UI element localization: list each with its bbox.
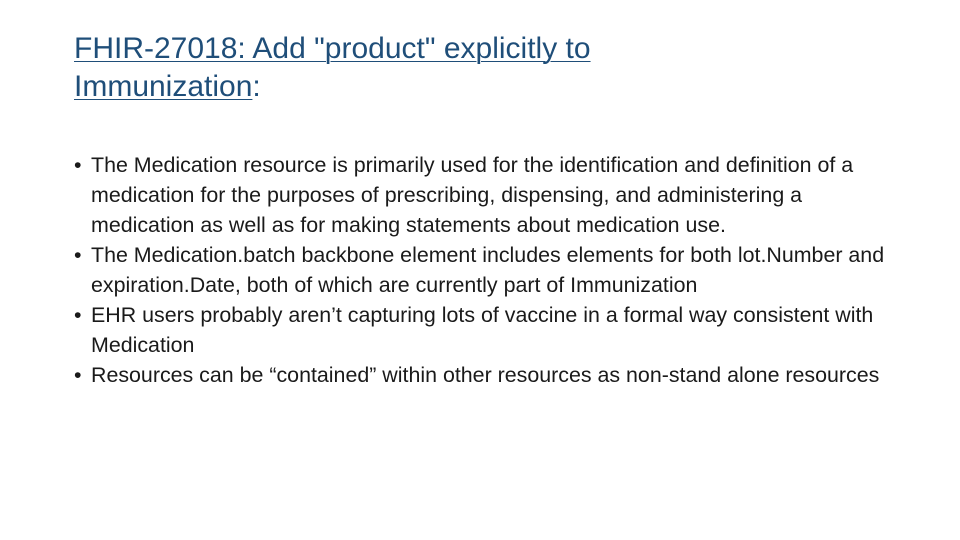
bullet-item [74, 360, 904, 390]
slide-title [74, 30, 714, 106]
bullet-dot: • [74, 303, 82, 327]
bullet-item [74, 300, 904, 360]
bullet-list [74, 150, 904, 390]
bullet-dot: • [74, 153, 82, 177]
bullet-dot: • [74, 363, 82, 387]
bullet-item [74, 150, 904, 240]
bullet-text: Resources can be “contained” within other resources as non-stand alone resources [91, 363, 880, 387]
bullet-text: The Medication.batch backbone element includes elements for both lot.Number and expiration.Date, both of which are currently part of Immunization [91, 243, 885, 297]
bullet-text: The Medication resource is primarily used for the identification and definition of a medication for the purposes of prescribing, dispensing, and administering a medication as well as for making statements about medication use. [91, 153, 854, 237]
title-link[interactable]: FHIR-27018: Add "product" explicitly to Immunization [74, 32, 591, 103]
bullet-text: EHR users probably aren’t capturing lots of vaccine in a formal way consistent with Medication [91, 303, 874, 357]
bullet-dot: • [74, 243, 82, 267]
bullet-item [74, 240, 904, 300]
title-colon: : [252, 70, 261, 103]
